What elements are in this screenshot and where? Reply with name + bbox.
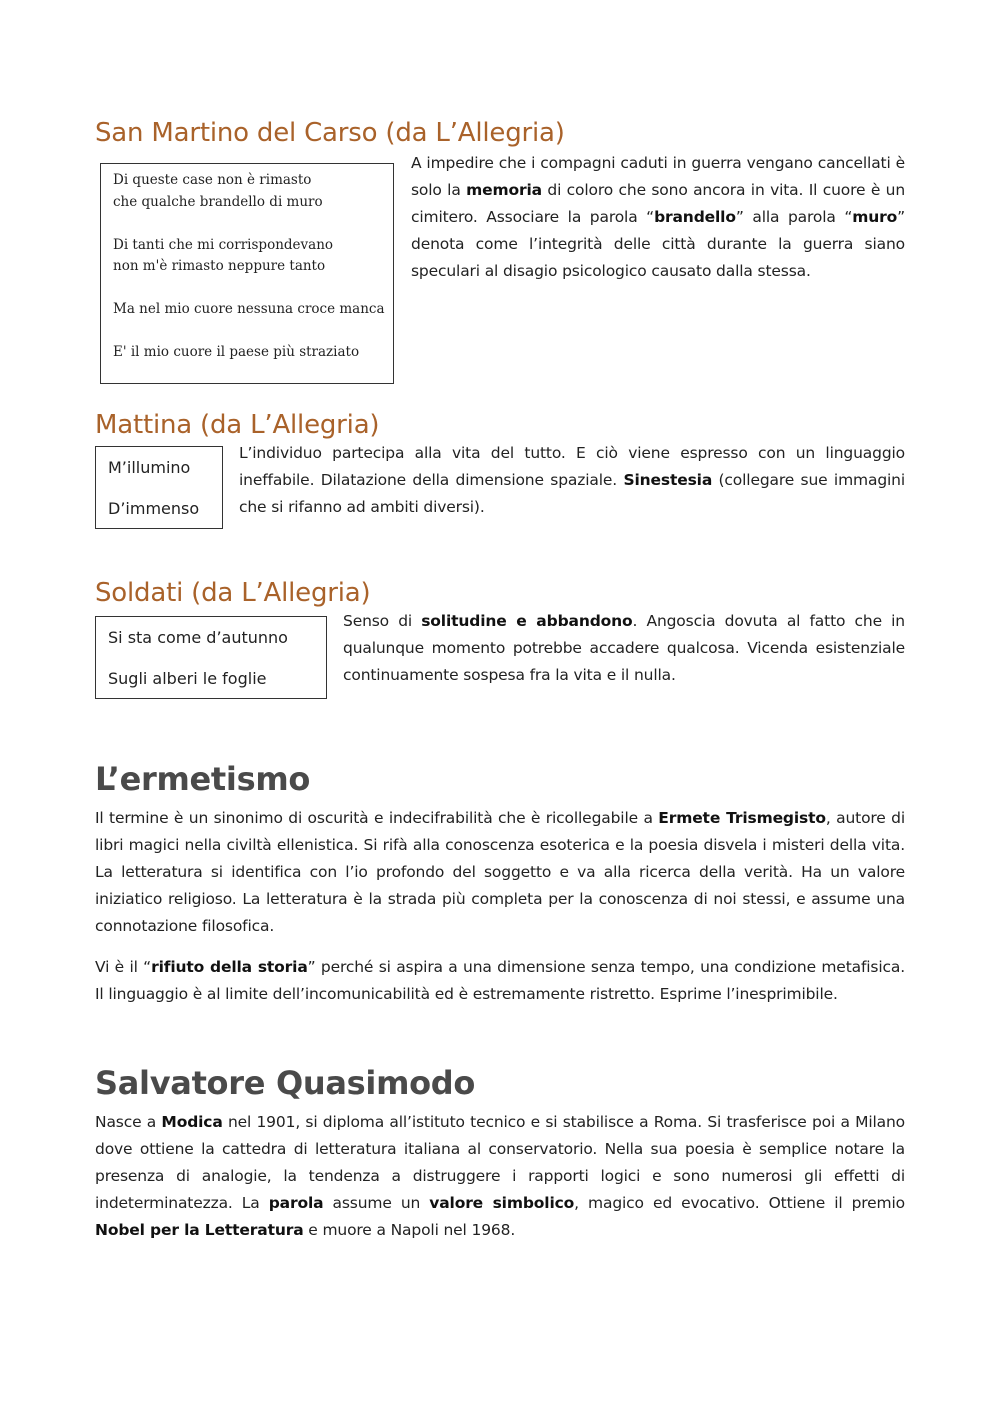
poem-line: Si sta come d’autunno: [108, 628, 288, 647]
text-run: , autore di libri magici nella civiltà ellenistica. Si rifà alla conoscenza esoterica e la poesia disvela i misteri della vita. La letteratura si identifica con l’io profondo del soggetto e va alla ricerca della verità. Ha un valore iniziatico religioso. La letteratura è la strada più completa per la conoscenza di noi stessi, e assume una connotazione filosofica.: [95, 809, 905, 935]
poem-line: Sugli alberi le foglie: [108, 669, 267, 688]
paragraph-soldati: [343, 608, 905, 689]
poem-stanza: [113, 235, 381, 278]
paragraph-mattina: [239, 440, 905, 521]
bold-term: valore simbolico: [429, 1194, 575, 1212]
text-run: Il termine è un sinonimo di oscurità e indecifrabilità che è ricollegabile a: [95, 809, 659, 827]
poem-stanza: [113, 342, 381, 364]
paragraph-san-martino: [411, 150, 905, 285]
poem-line: E' il mio cuore il paese più straziato: [113, 344, 360, 360]
section-title-quasimodo: Salvatore Quasimodo: [95, 1064, 476, 1102]
poem-stanza: [113, 170, 381, 213]
bold-term: Sinestesia: [623, 471, 713, 489]
poem-line: Di tanti che mi corrispondevano: [113, 236, 334, 253]
paragraph-quasimodo: [95, 1109, 905, 1244]
bold-term: rifiuto della storia: [151, 958, 308, 976]
section-title-soldati: Soldati (da L’Allegria): [95, 578, 371, 608]
text-run: ” denota come l’integrità delle città durante la guerra siano speculari al disagio psicologico causato dalla stessa.: [411, 208, 906, 280]
text-run: nel 1901, si diploma all’istituto tecnico e si stabilisce a Roma. Si trasferisce poi a Milano dove ottiene la cattedra di letteratura italiana al conservatorio. Nella sua poesia è semplice notare la presenza di analogie, la tendenza a distruggere i rapporti logici e sono numerosi gli effetti di indeterminatezza. La: [95, 1113, 905, 1212]
poem-line: M’illumino: [108, 458, 191, 477]
bold-term: Modica: [161, 1113, 223, 1131]
poem-box-san-martino: [100, 163, 394, 384]
poem-line: non m'è rimasto neppure tanto: [113, 258, 326, 274]
section-title-mattina: Mattina (da L’Allegria): [95, 410, 380, 440]
poem-line: Ma nel mio cuore nessuna croce manca: [113, 301, 385, 317]
bold-term: brandello: [654, 208, 736, 226]
text-run: e muore a Napoli nel 1968.: [303, 1221, 516, 1239]
poem-stanza: [113, 299, 385, 321]
text-run: ” perché si aspira a una dimensione senza tempo, una condizione metafisica. Il linguaggio è al limite dell’incomunicabilità ed è estremamente ristretto. Esprime l’inesprimibile.: [95, 958, 906, 1003]
text-run: A impedire che i compagni caduti in guerra vengano cancellati è solo la: [411, 154, 905, 199]
bold-term: parola: [268, 1194, 324, 1212]
text-run: (collegare sue immagini che si rifanno ad ambiti diversi).: [239, 471, 905, 516]
section-title-san-martino: San Martino del Carso (da L’Allegria): [95, 118, 565, 148]
poem-line: Di queste case non è rimasto: [113, 172, 312, 188]
text-run: ” alla parola “: [735, 208, 853, 226]
poem-box-mattina: [95, 446, 223, 529]
bold-term: solitudine e abbandono: [421, 612, 633, 630]
bold-term: memoria: [466, 181, 542, 199]
text-run: Senso di: [343, 612, 422, 630]
poem-line: che qualche brandello di muro: [113, 193, 323, 210]
bold-term: muro: [852, 208, 898, 226]
text-run: di coloro che sono ancora in vita. Il cuore è un cimitero. Associare la parola “: [411, 181, 905, 226]
section-title-ermetismo: L’ermetismo: [95, 760, 311, 798]
text-run: Vi è il “: [95, 958, 152, 976]
bold-term: Nobel per la Letteratura: [95, 1221, 304, 1239]
bold-term: Ermete Trismegisto: [658, 809, 826, 827]
text-run: Nasce a: [95, 1113, 162, 1131]
paragraph-ermetismo-1: [95, 805, 905, 940]
text-run: L’individuo partecipa alla vita del tutto. E ciò viene espresso con un linguaggio ineffabile. Dilatazione della dimensione spaziale.: [239, 444, 905, 489]
text-run: assume un: [323, 1194, 430, 1212]
paragraph-ermetismo-2: [95, 954, 905, 1008]
text-run: , magico ed evocativo. Ottiene il premio: [574, 1194, 905, 1212]
poem-line: D’immenso: [108, 499, 200, 518]
poem-box-soldati: [95, 616, 327, 699]
text-run: . Angoscia dovuta al fatto che in qualunque momento potrebbe accadere qualcosa. Vicenda esistenziale continuamente sospesa fra la vita e il nulla.: [343, 612, 905, 684]
